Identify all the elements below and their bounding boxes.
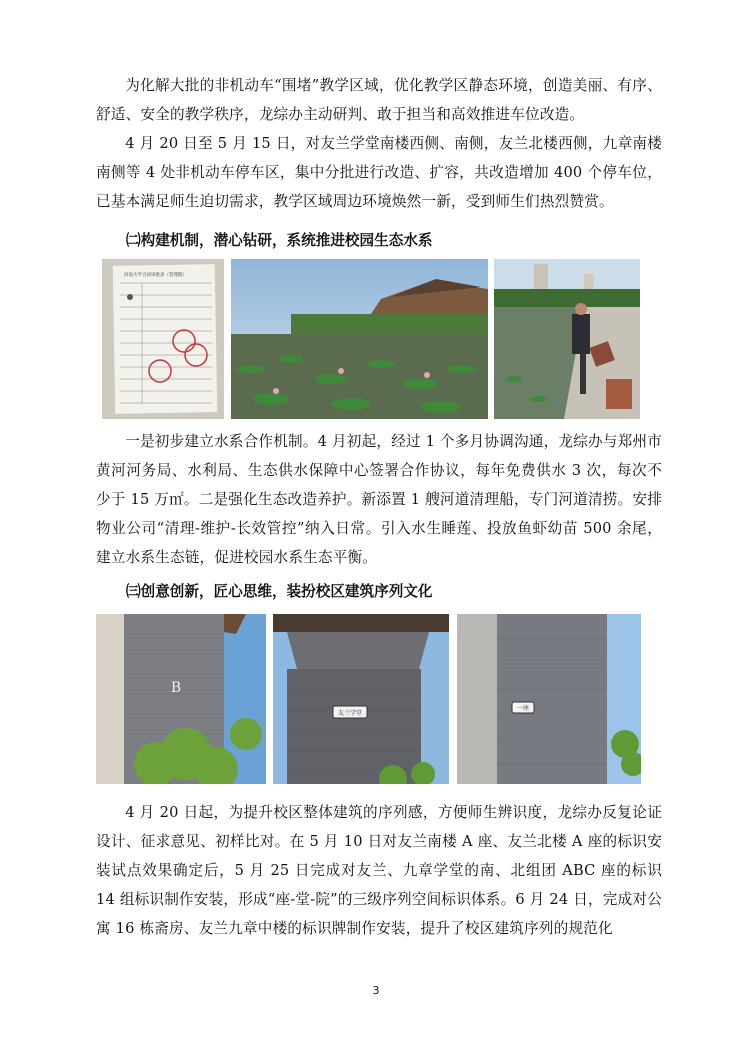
photo-building-sign-youlan (273, 614, 449, 784)
section-heading-architecture: ㈢创意创新，匠心思维，装扮校区建筑序列文化 (126, 583, 433, 600)
photo-building-letter-b (96, 614, 266, 784)
sign-text-yizuo: 一座 (516, 705, 530, 712)
photo-water-inspection (494, 259, 640, 419)
section-heading-water-system: ㈡构建机制，潜心钻研，系统推进校园生态水系 (126, 232, 433, 249)
page-number: 3 (372, 984, 380, 997)
paragraph-parking: 为化解大批的非机动车“围堵”教学区域，优化教学区静态环境，创造美丽、有序、舒适、安全的教学秩序，龙综办主动研判、敢于担当和高效推进车位改造。 (96, 77, 662, 123)
form-title: 河南大学合同审批表（管理版） (124, 273, 187, 278)
sign-text-youlan: 友兰学堂 (337, 710, 363, 717)
paragraph-parking-details: 4 月 20 日至 5 月 15 日，对友兰学堂南楼西侧、南侧，友兰北楼西侧，九章南楼南侧等 4 处非机动车停车区，集中分批进行改造、扩容，共改造增加 400 个停车位，已基本满足师生迫切需求，教学区域周边环境焕然一新，受到师生们热烈赞赏。 (96, 135, 662, 210)
photo-building-sign-yizuo (457, 614, 641, 784)
paragraph-building-signage: 4 月 20 日起，为提升校区整体建筑的序列感，方便师生辨识度，龙综办反复论证设计、征求意见、初样比对。在 5 月 10 日对友兰南楼 A 座、友兰北楼 A 座的标识安装试点效果确定后，5 月 25 日完成对友兰、九章学堂的南、北组团 ABC 座的标识 14 组标识制作安装，形成“座-堂-院”的三级序列空间标识体系。6 月 24 日，完成对公寓 16 栋斋房、友兰九章中楼的标识牌制作安装，提升了校区建筑序列的规范化 (96, 804, 662, 937)
photo-lotus-pond (231, 259, 488, 419)
paragraph-water-system: 一是初步建立水系合作机制。4 月初起，经过 1 个多月协调沟通，龙综办与郑州市黄河河务局、水利局、生态供水保障中心签署合作协议，每年免费供水 3 次，每次不少于 15 万㎡。二是强化生态改造养护。新添置 1 艘河道清理船，专门河道清捞。安排物业公司“清理-维护-长效管控”纳入日常。引入水生睡莲、投放鱼虾幼苗 500 余尾，建立水系生态链，促进校园水系生态平衡。 (96, 433, 662, 566)
building-letter: B (170, 680, 182, 696)
photo-signed-agreement (102, 259, 224, 419)
